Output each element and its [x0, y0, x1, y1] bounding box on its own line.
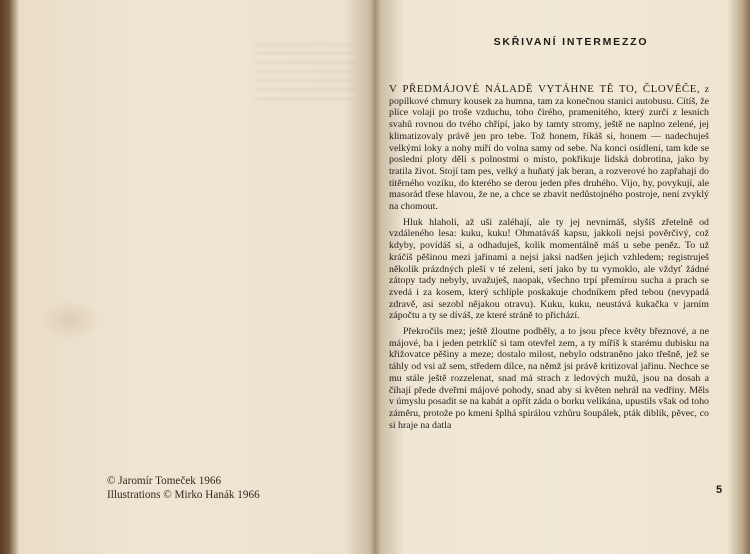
body-text [389, 84, 709, 435]
copyright-notice [107, 474, 260, 502]
opening-caps: V PŘEDMÁJOVÉ NÁLADĚ VYTÁHNE TĚ TO, ČLOVĚČE, [389, 83, 701, 95]
copyright-line-author: © Jaromír Tomeček 1966 [107, 475, 222, 487]
page-number: 5 [716, 484, 723, 496]
running-head: SKŘIVANÍ INTERMEZZO [493, 36, 649, 48]
copyright-line-illustrations: Illustrations © Mirko Hanák 1966 [107, 489, 260, 501]
paragraph-1 [389, 84, 709, 213]
paragraph-1-text: z popílkové chmury kousek za humna, tam za konečnou stanici autobusu. Cítíš, že plíce volají po troše vzduchu, toho čirého, pramenitého, který zurčí z lesních svahů rovnou do tvého chřípí, jako by tamty stromy, ještě ne naplno zelené, jej klimatizovaly právě jen pro tebe. Tož honem, říkáš si, honem — nadechuješ velkými loky a nohy míří do volna samy od sebe. Na konci osídlení, tam kde se poslední ploty dělí s polnostmi o místo, pokřikuje lidská dobrotina, jako by tratila život. Stojí tam pes, velký a huňatý jak beran, a rozverové ho zapřahají do titěrného vozíku, do kterého se derou jeden přes druhého. Vijo, hy, povykují, ale masorád třese hlavou, že ne, a chce se zbavit nedůstojného postroje, není zvyklý na chomout. [389, 84, 710, 213]
show-through-print [255, 40, 355, 100]
paragraph-3: Překročils mez; ještě žloutne podběly, a to jsou přece květy březnové, a ne májové, ba i jeden petrklíč si tam otevřel zem, a ty míříš k starému dubisku na křižovatce pěšiny a meze; dostalo milost, nebylo odstraněno jako třešně, jež se táhly od vsi až sem, středem dílce, na němž jsi právě kritizoval jařinu. Nechce se mu stále ještě rozzelenat, snad má strach z ledových mužů, jsou na dosah a číhají přede dveřmi májové pohody, snad aby si květen nehrál na vedříny. Měls v úmyslu posadit se na kabát a opřít záda o borku velikána, upustils však od toho záměru, protože po kmeni šplhá spirálou vzhůru šoupálek, pták diblík, pěvec, co si hraje na datla [389, 326, 709, 431]
paper-stain [40, 300, 100, 340]
right-page [375, 0, 750, 554]
paragraph-2: Hluk hlaholí, až uši zaléhají, ale ty jej nevnímáš, slyšíš zřetelně od vzdáleného lesa: kuku, kuku! Ohmatáváš kapsu, jakkoli nejsi pověrčivý, což kdyby, povídáš si, a odhaduješ, kolik momentálně máš u sebe peněz. To už kráčíš pěšinou mezi jařinami a nejsi jaksi nadšen jejich vzhledem; registruješ několik prázdných pleší v té zeleni, setí jako by tu vymoklo, ale vždyť žádné zátopy tady nebyly, uvažuješ, naopak, všechno trpí přemírou sucha a prach se zvedá i za kosem, který schlíple poskakuje chodníkem před tebou (nevypadá zdravě, asi sezobl nějakou otravu). Kuku, kuku, neustává kukačka v jarním zápočtu a ty se díváš, ze které stráně to přichází. [389, 216, 709, 322]
